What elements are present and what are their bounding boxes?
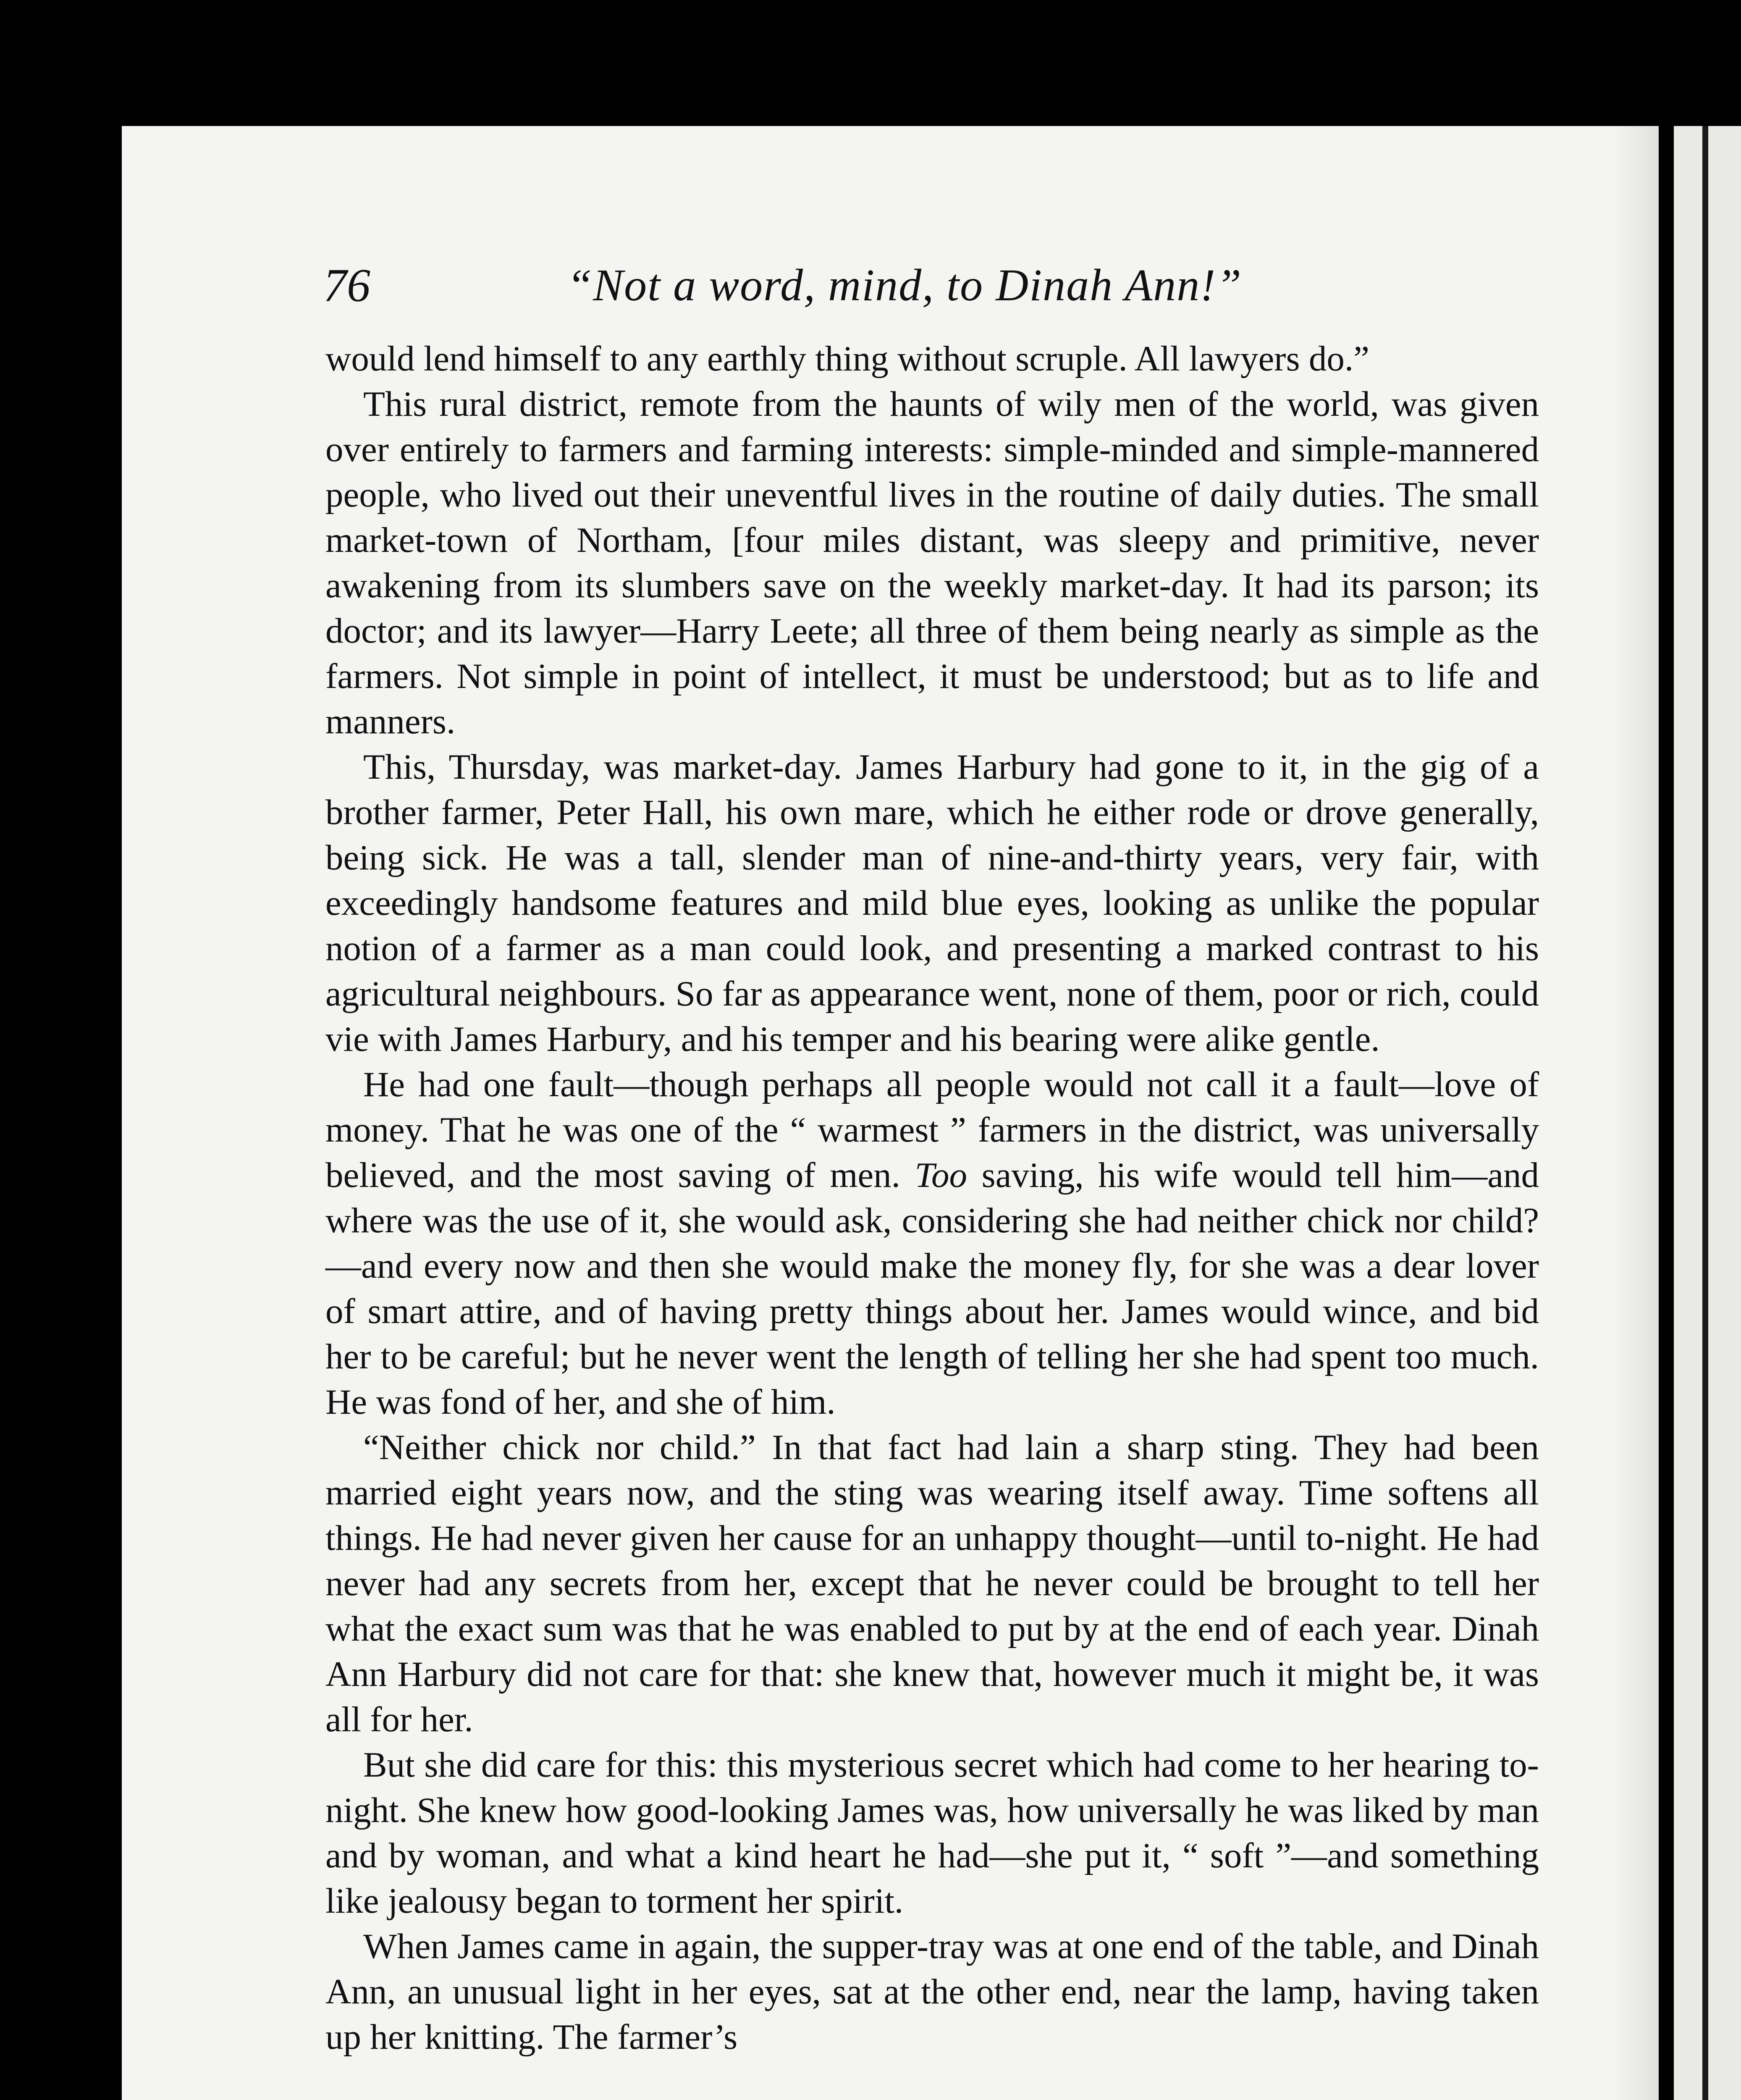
paragraph-text-continued: saving, his wife would tell him—and where was the use of it, she would ask, considering she had neither chick nor child?—and every now and then she would make the money fly, for she was a dear lover of smart attire, and of having pretty things about her. James would wince, and bid her to be careful; but he never went the length of telling her she had spent too much. He was fond of her, and she of him. xyxy=(325,1155,1539,1422)
paragraph-text: This rural district, remote from the haunts of wily men of the world, was given over entirely to farmers and farming interests: simple-minded and simple-mannered people, who lived out their uneventful lives in the routine of daily duties. The small market-town of Northam, [four miles distant, was sleepy and primitive, never awakening from its slumbers save on the weekly market-day. It had its parson; its doctor; and its lawyer—Harry Leete; all three of them being nearly as simple as the farmers. Not simple in point of intellect, it must be understood; but as to life and manners. xyxy=(325,384,1539,741)
paragraph-5 xyxy=(325,1425,1539,1742)
running-title: “Not a word, mind, to Dinah Ann!” xyxy=(567,260,1243,310)
paragraph-1 xyxy=(325,336,1539,381)
paragraph-text: But she did care for this: this mysterious secret which had come to her hearing to-night. She knew how good-looking James was, how universally he was liked by man and by woman, and what a kind heart he had—she put it, “ soft ”—and something like jealousy began to torment her spirit. xyxy=(325,1745,1539,1921)
paragraph-4 xyxy=(325,1062,1539,1425)
paragraph-6 xyxy=(325,1742,1539,1924)
paragraph-text: This, Thursday, was market-day. James Harbury had gone to it, in the gig of a brother farmer, Peter Hall, his own mare, which he either rode or drove generally, being sick. He was a tall, slender man of nine-and-thirty years, very fair, with exceedingly handsome features and mild blue eyes, looking as unlike the popular notion of a farmer as a man could look, and presenting a marked contrast to his agricultural neighbours. So far as appearance went, none of them, poor or rich, could vie with James Harbury, and his temper and his bearing were alike gentle. xyxy=(325,747,1539,1059)
paragraph-3 xyxy=(325,744,1539,1062)
paragraph-7 xyxy=(325,1924,1539,2060)
paragraph-text: “Neither chick nor child.” In that fact had lain a sharp sting. They had been married eight years now, and the sting was wearing itself away. Time softens all things. He had never given her cause for an unhappy thought—until to-night. He had never had any secrets from her, except that he never could be brought to tell her what the exact sum was that he was enabled to put by at the end of each year. Dinah Ann Harbury did not care for that: she knew that, however much it might be, it was all for her. xyxy=(325,1428,1539,1739)
body-text xyxy=(325,336,1539,2060)
paragraph-2 xyxy=(325,381,1539,744)
italic-emphasis: Too xyxy=(915,1155,967,1195)
binding-shadow xyxy=(1702,126,1708,2100)
paragraph-text: He had one fault—though perhaps all people would not call it a fault—love of money. That he was one of the “ warmest ” farmers in the district, was universally believed, and the most saving of men. xyxy=(325,1065,1539,1195)
page-header xyxy=(197,252,1533,319)
paragraph-text: would lend himself to any earthly thing without scruple. All lawyers do.” xyxy=(325,339,1369,378)
paragraph-text: When James came in again, the supper-tray was at one end of the table, and Dinah Ann, an unusual light in her eyes, sat at the other end, near the lamp, having taken up her knitting. The farmer’s xyxy=(325,1927,1539,2057)
page-number: 76 xyxy=(323,260,370,312)
